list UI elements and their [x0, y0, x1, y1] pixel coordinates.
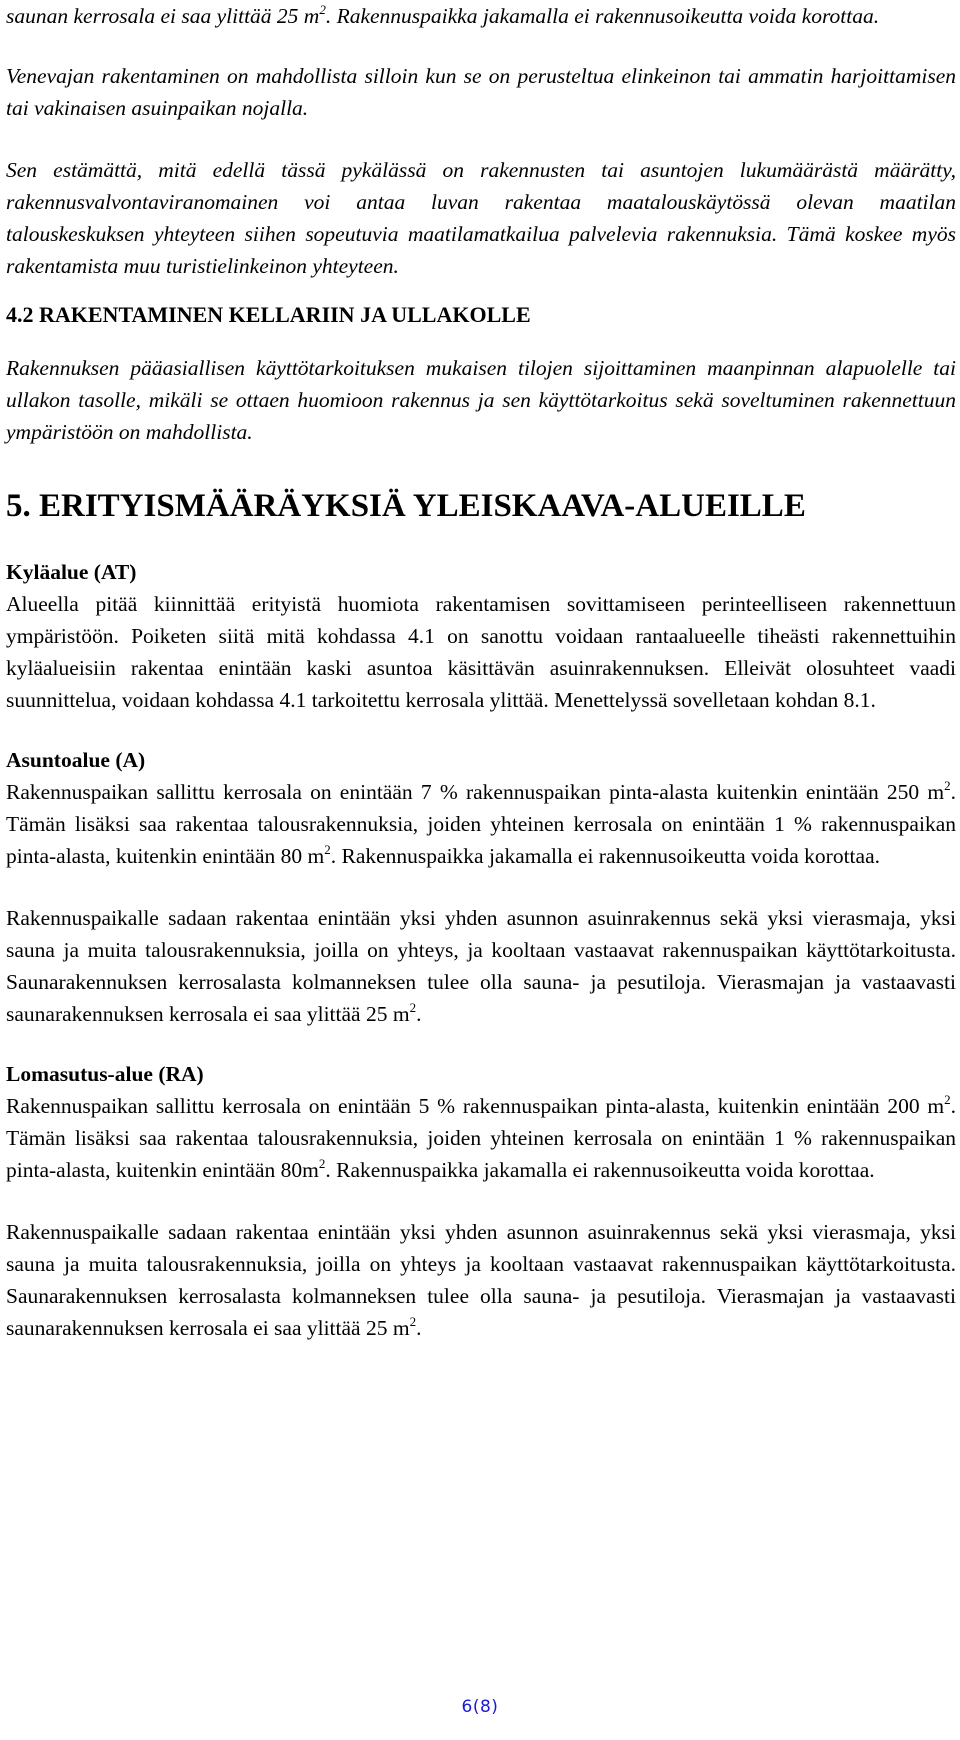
- ra-area-paragraph-1: Rakennuspaikan sallittu kerrosala on enintään 5 % rakennuspaikan pinta-alasta, kuitenkin enintään 200 $m^2$. Tämän lisäksi saa rakentaa talousrakennuksia, joiden yhteinen kerrosala on enintään 1 % rakennuspaikan pinta-alasta, kuitenkin enintään $80m^2$. Rakennuspaikka jakamalla ei rakennusoikeutta voida korottaa.: [6, 1092, 956, 1182]
- ra-area-paragraph-2: Rakennuspaikalle sadaan rakentaa enintään yksi yhden asunnon asuinrakennus sekä yksi vierasmaja, yksi sauna ja muita talousrakennuksia, joilla on yhteys ja kooltaan vastaavat rakennuspaikan käyttötarkoitusta. Saunarakennuksen kerrosalasta kolmanneksen tulee olla sauna- ja pesutiloja. Vierasmajan ja vastaavasti saunarakennuksen kerrosala ei saa ylittää 25 $m^2$.: [6, 1220, 956, 1340]
- at-area-body: Alueella pitää kiinnittää erityistä huomiota rakentamisen sovittamiseen perinteelliseen rakennettuun ympäristöön. Poiketen siitä mitä kohdassa 4.1 on sanottu voidaan rantaalueelle tiheästi rakennettuihin kyläalueisiin rakentaa enintään kaski asuntoa käsittävän asuinrakennuksen. Elleivät olosuhteet vaadi suunnittelua, voidaan kohdassa 4.1 tarkoitettu kerrosala ylittää. Menettelyssä sovelletaan kohdan 8.1.: [6, 592, 956, 712]
- at-area-title: Kyläalue (AT): [6, 560, 137, 584]
- a-area-title: Asuntoalue (A): [6, 748, 146, 772]
- document-page: [6, 0, 960, 1344]
- intro-paragraph-3: Sen estämättä, mitä edellä tässä pykälässä on rakennusten tai asuntojen lukumäärästä määrätty, rakennusvalvontaviranomainen voi antaa luvan rakentaa maatalouskäytössä olevan maatilan talouskeskuksen yhteyteen siihen sopeutuvia maatilamatkailua palvelevia rakennuksia. Tämä koskee myös rakentamista muu turistielinkeinon yhteyteen.: [6, 158, 956, 278]
- page-number: 6(8): [461, 1697, 499, 1717]
- section-4-2-heading: 4.2 RAKENTAMINEN KELLARIIN JA ULLAKOLLE: [6, 302, 531, 327]
- intro-paragraph-2: Venevajan rakentaminen on mahdollista silloin kun se on perusteltua elinkeinon tai ammatin harjoittamisen tai vakinaisen asuinpaikan nojalla.: [6, 64, 956, 120]
- intro-paragraph-1: saunan kerrosala ei saa ylittää 25 $m^2$. Rakennuspaikka jakamalla ei rakennusoikeutta voida korottaa.: [6, 2, 880, 28]
- section-4-2-body: Rakennuksen pääasiallisen käyttötarkoituksen mukaisen tilojen sijoittaminen maanpinnan alapuolelle tai ullakon tasolle, mikäli se ottaen huomioon rakennus ja sen käyttötarkoitus sekä soveltuminen rakennettuun ympäristöön on mahdollista.: [6, 356, 956, 444]
- a-area-paragraph-1: Rakennuspaikan sallittu kerrosala on enintään 7 % rakennuspaikan pinta-alasta kuitenkin enintään 250 $m^2$. Tämän lisäksi saa rakentaa talousrakennuksia, joiden yhteinen kerrosala on enintään 1 % rakennuspaikan pinta-alasta, kuitenkin enintään 80 $m^2$. Rakennuspaikka jakamalla ei rakennusoikeutta voida korottaa.: [6, 778, 956, 868]
- a-area-paragraph-2: Rakennuspaikalle sadaan rakentaa enintään yksi yhden asunnon asuinrakennus sekä yksi vierasmaja, yksi sauna ja muita talousrakennuksia, joilla on yhteys, ja kooltaan vastaavat rakennuspaikan käyttötarkoitusta. Saunarakennuksen kerrosalasta kolmanneksen tulee olla sauna- ja pesutiloja. Vierasmajan ja vastaavasti saunarakennuksen kerrosala ei saa ylittää 25 $m^2$.: [6, 906, 956, 1026]
- section-5-heading: 5. ERITYISMÄÄRÄYKSIÄ YLEISKAAVA-ALUEILLE: [6, 488, 806, 524]
- ra-area-title: Lomasutus-alue (RA): [6, 1062, 204, 1086]
